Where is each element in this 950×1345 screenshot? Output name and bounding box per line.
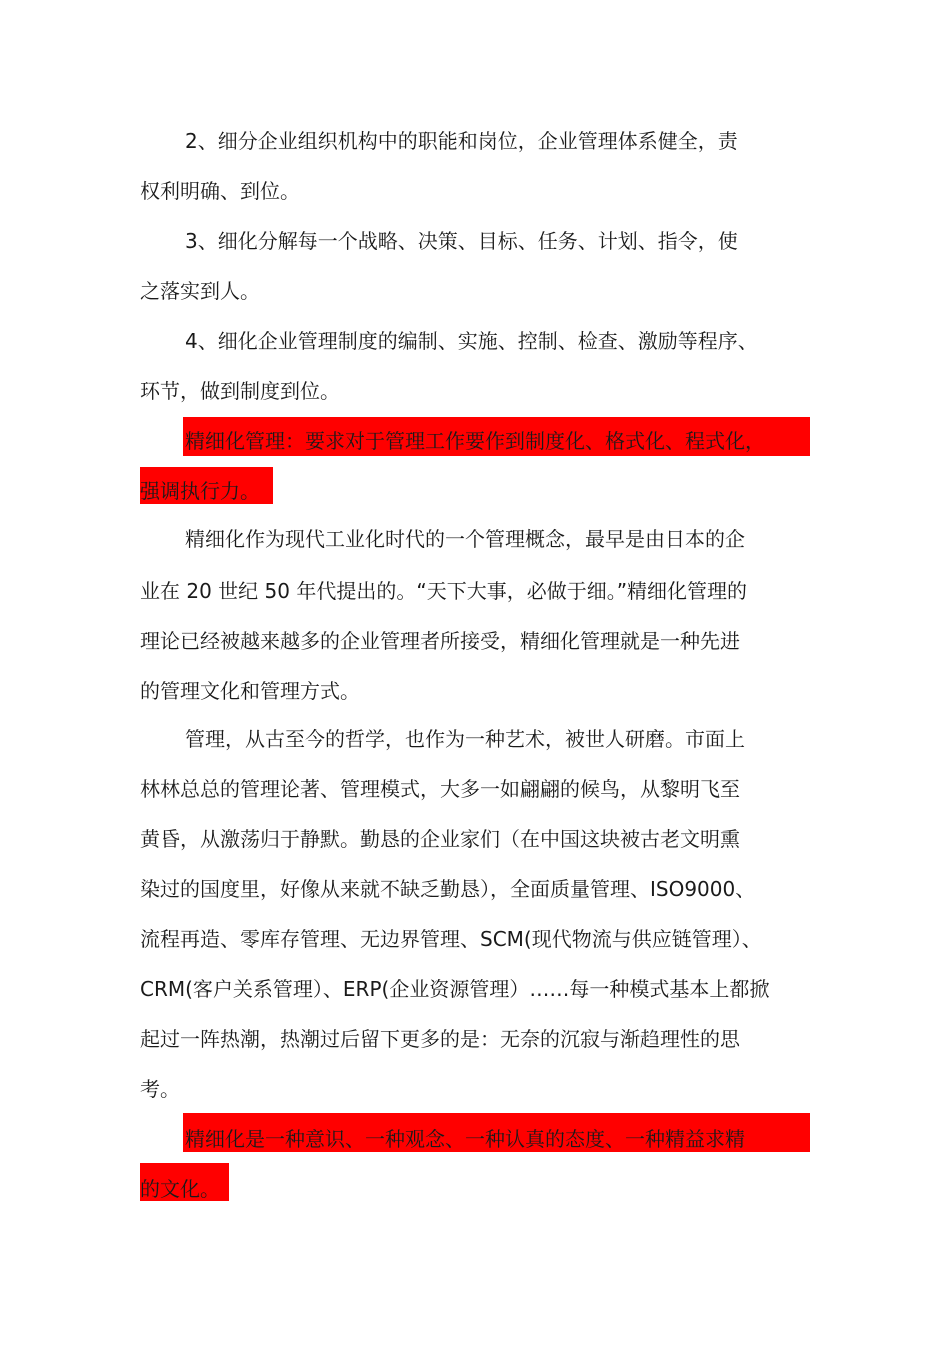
paragraph-line: 环节，做到制度到位。 (140, 379, 340, 403)
paragraph-line: 林林总总的管理论著、管理模式，大多一如翩翩的候鸟，从黎明飞至 (140, 777, 740, 801)
paragraph-line: 精细化作为现代工业化时代的一个管理概念，最早是由日本的企 (185, 527, 745, 551)
paragraph-line: 管理，从古至今的哲学，也作为一种艺术，被世人研磨。市面上 (185, 727, 745, 751)
paragraph-line: 的管理文化和管理方式。 (140, 679, 360, 703)
paragraph-line: 考。 (140, 1077, 180, 1101)
paragraph-line: 理论已经被越来越多的企业管理者所接受，精细化管理就是一种先进 (140, 629, 740, 653)
paragraph-line: 4、细化企业管理制度的编制、实施、控制、检查、激励等程序、 (185, 329, 758, 353)
paragraph-line: 业在 20 世纪 50 年代提出的。“天下大事，必做于细。”精细化管理的 (140, 579, 748, 603)
paragraph-line: 3、细化分解每一个战略、决策、目标、任务、计划、指令，使 (185, 229, 738, 253)
paragraph-line: 流程再造、零库存管理、无边界管理、SCM(现代物流与供应链管理）、 (140, 927, 762, 951)
highlighted-line: 精细化管理：要求对于管理工作要作到制度化、格式化、程式化， (185, 429, 765, 453)
paragraph-line: 权利明确、到位。 (140, 179, 300, 203)
highlighted-line: 的文化。 (140, 1177, 220, 1201)
paragraph-line: 之落实到人。 (140, 279, 260, 303)
paragraph-line: 黄昏，从激荡归于静默。勤恳的企业家们（在中国这块被古老文明熏 (140, 827, 740, 851)
paragraph-line: 起过一阵热潮，热潮过后留下更多的是：无奈的沉寂与渐趋理性的思 (140, 1027, 740, 1051)
paragraph-line: CRM(客户关系管理）、ERP(企业资源管理）……每一种模式基本上都掀 (140, 977, 770, 1001)
paragraph-line: 染过的国度里，好像从来就不缺乏勤恳），全面质量管理、ISO9000、 (140, 877, 756, 901)
highlighted-line: 精细化是一种意识、一种观念、一种认真的态度、一种精益求精 (185, 1127, 745, 1151)
paragraph-line: 2、细分企业组织机构中的职能和岗位，企业管理体系健全，责 (185, 129, 738, 153)
highlighted-line: 强调执行力。 (140, 479, 260, 503)
